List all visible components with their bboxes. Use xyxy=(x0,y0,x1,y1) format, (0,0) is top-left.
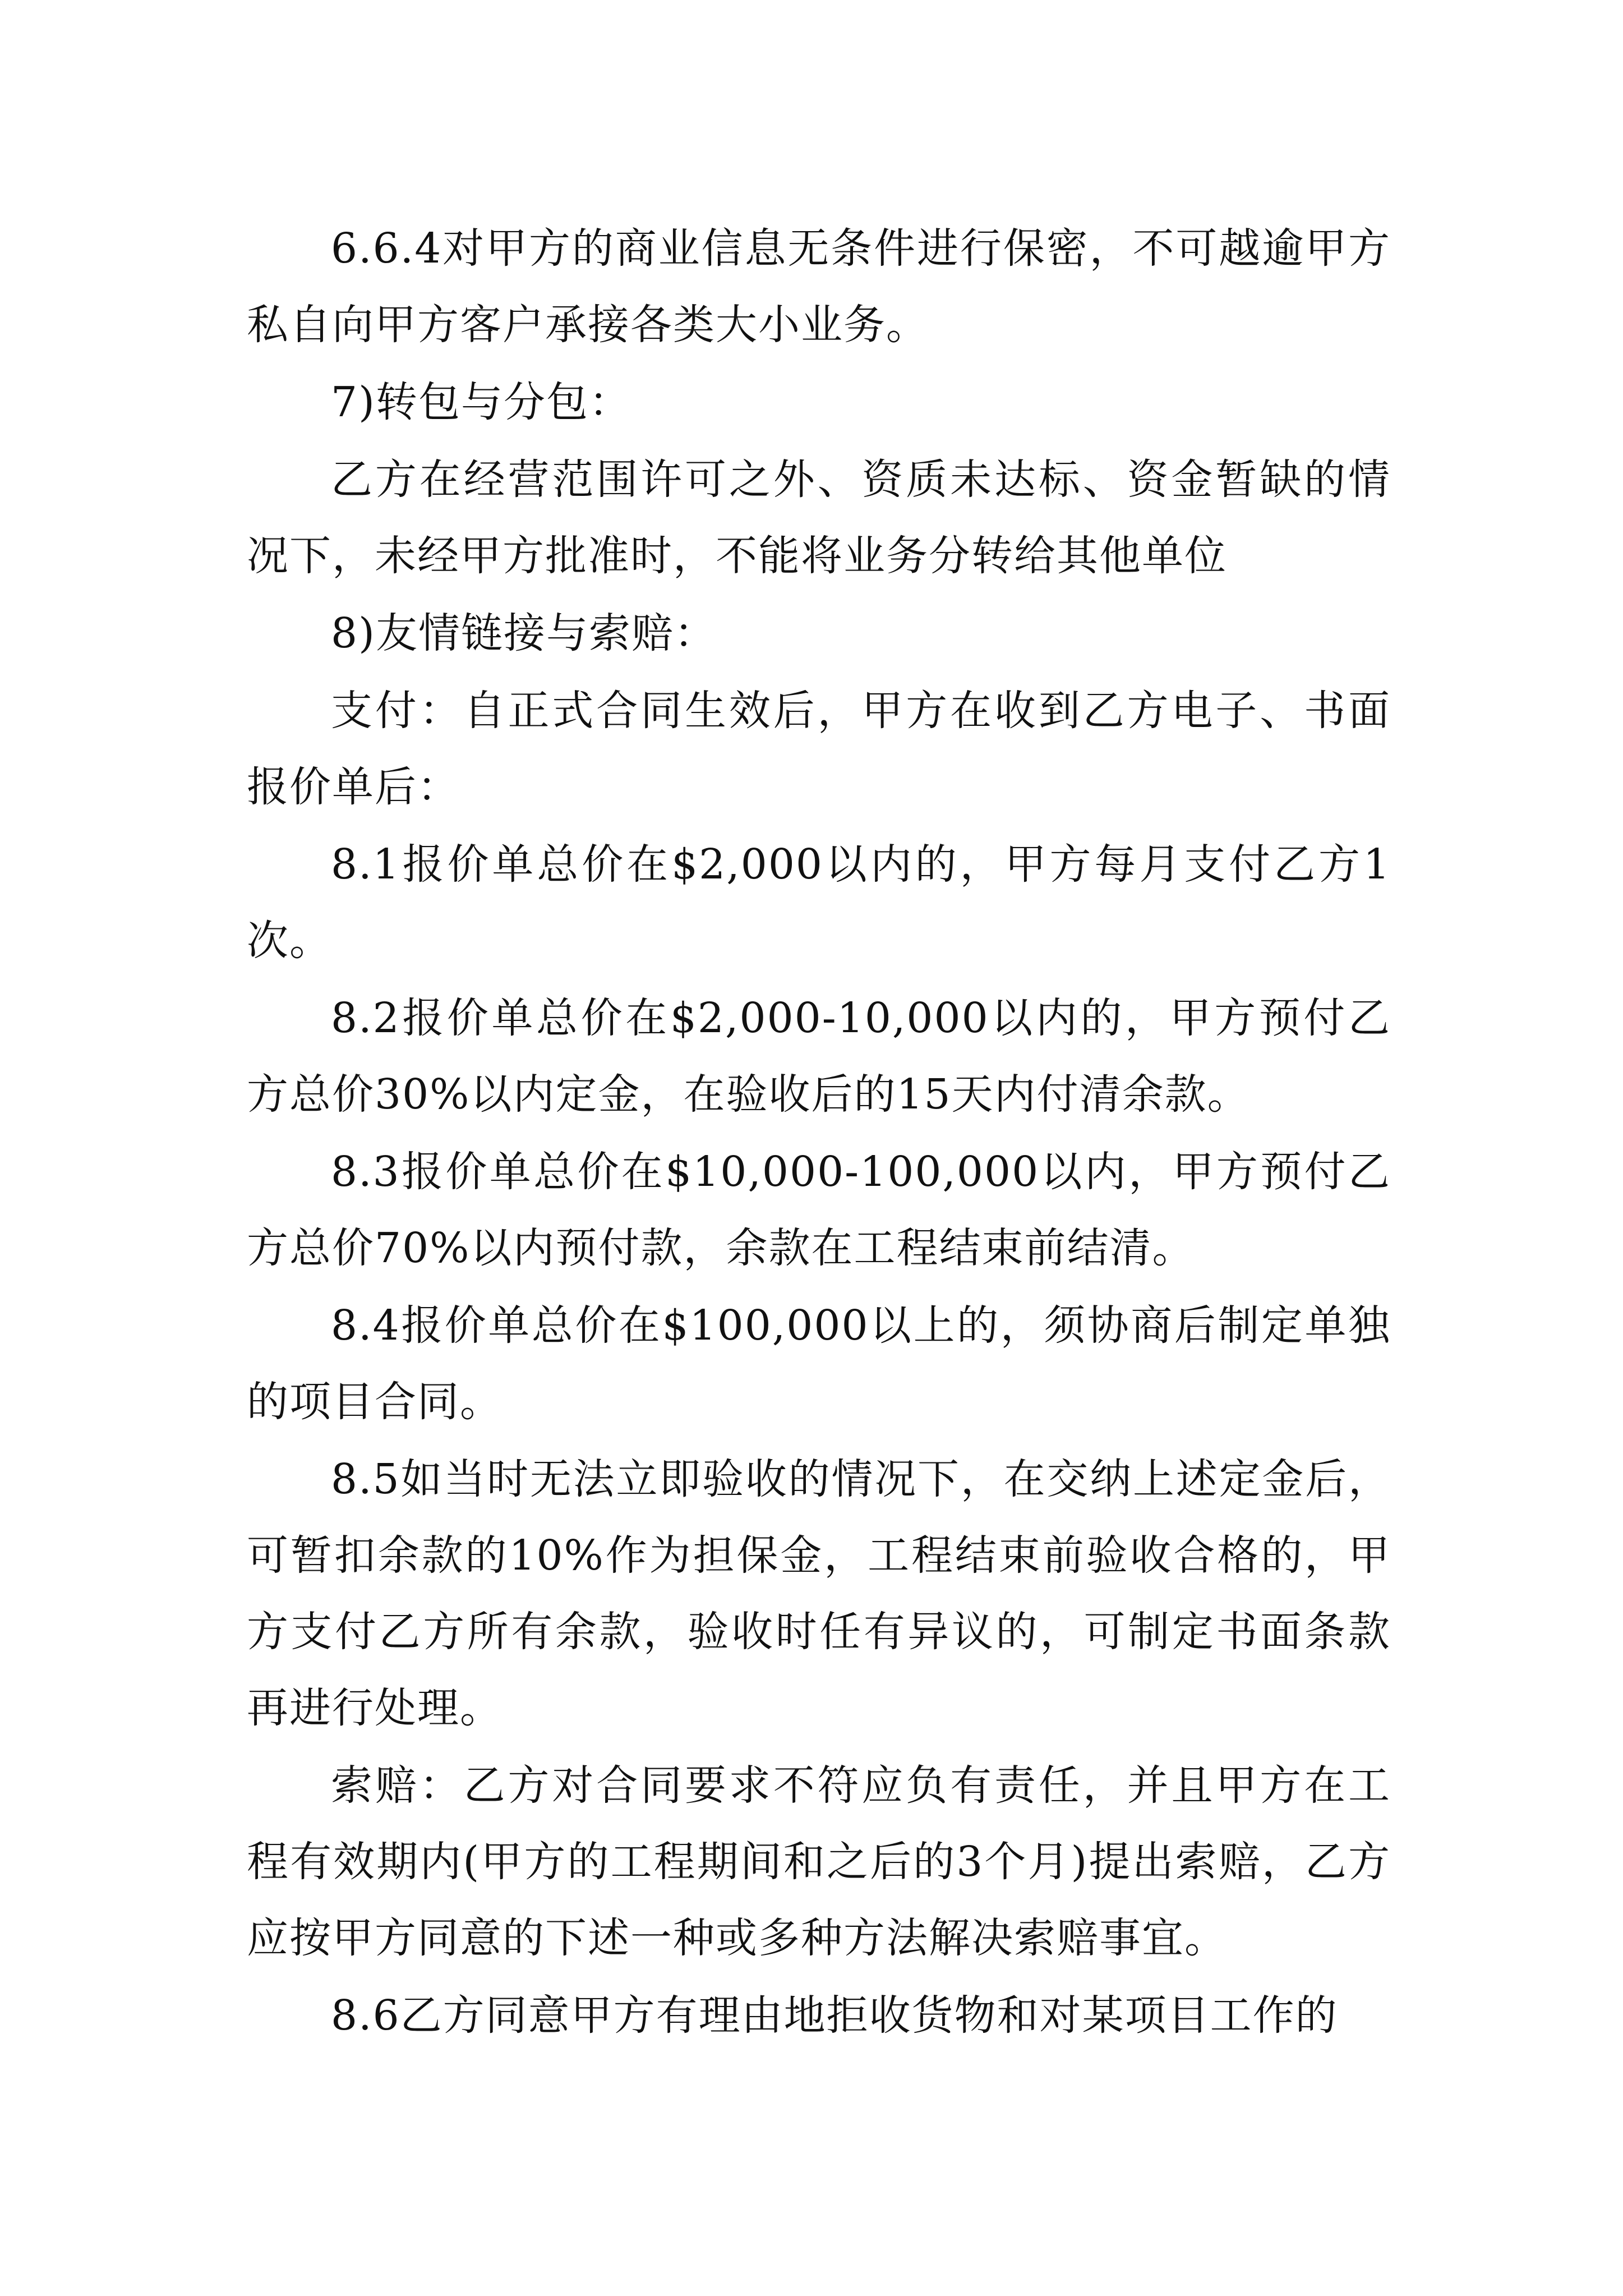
paragraph-6-6-4: 6.6.4对甲方的商业信息无条件进行保密，不可越逾甲方私自向甲方客户承接各类大小业务。 xyxy=(247,224,1391,349)
paragraph-8-5: 8.5如当时无法立即验收的情况下，在交纳上述定金后，可暂扣余款的10%作为担保金，工程结束前验收合格的，甲方支付乙方所有余款，验收时任有异议的，可制定书面条款再进行处理。 xyxy=(247,1455,1391,1732)
paragraph-8-6: 8.6乙方同意甲方有理由地拒收货物和对某项目工作的 xyxy=(331,1991,1338,2040)
paragraph-subcontracting: 乙方在经营范围许可之外、资质未达标、资金暂缺的情况下，未经甲方批准时，不能将业务分转给其他单位 xyxy=(247,455,1391,580)
paragraph-8-4: 8.4报价单总价在$100,000以上的，须协商后制定单独的项目合同。 xyxy=(247,1301,1391,1426)
paragraph-claims: 索赔：乙方对合同要求不符应负有责任，并且甲方在工程有效期内(甲方的工程期间和之后的3个月)提出索赔，乙方应按甲方同意的下述一种或多种方法解决索赔事宜。 xyxy=(247,1761,1391,1962)
paragraph-8-2: 8.2报价单总价在$2,000-10,000以内的，甲方预付乙方总价30%以内定金，在验收后的15天内付清余款。 xyxy=(247,994,1391,1119)
document-body xyxy=(247,210,1391,2054)
paragraph-8-3: 8.3报价单总价在$10,000-100,000以内，甲方预付乙方总价70%以内预付款，余款在工程结束前结清。 xyxy=(247,1148,1391,1272)
heading-7-subcontracting: 7)转包与分包： xyxy=(331,378,631,426)
paragraph-payment: 支付：自正式合同生效后，甲方在收到乙方电子、书面报价单后： xyxy=(247,687,1391,811)
paragraph-8-1: 8.1报价单总价在$2,000以内的，甲方每月支付乙方1次。 xyxy=(247,840,1391,965)
heading-8-links-and-claims: 8)友情链接与索赔： xyxy=(331,609,717,657)
